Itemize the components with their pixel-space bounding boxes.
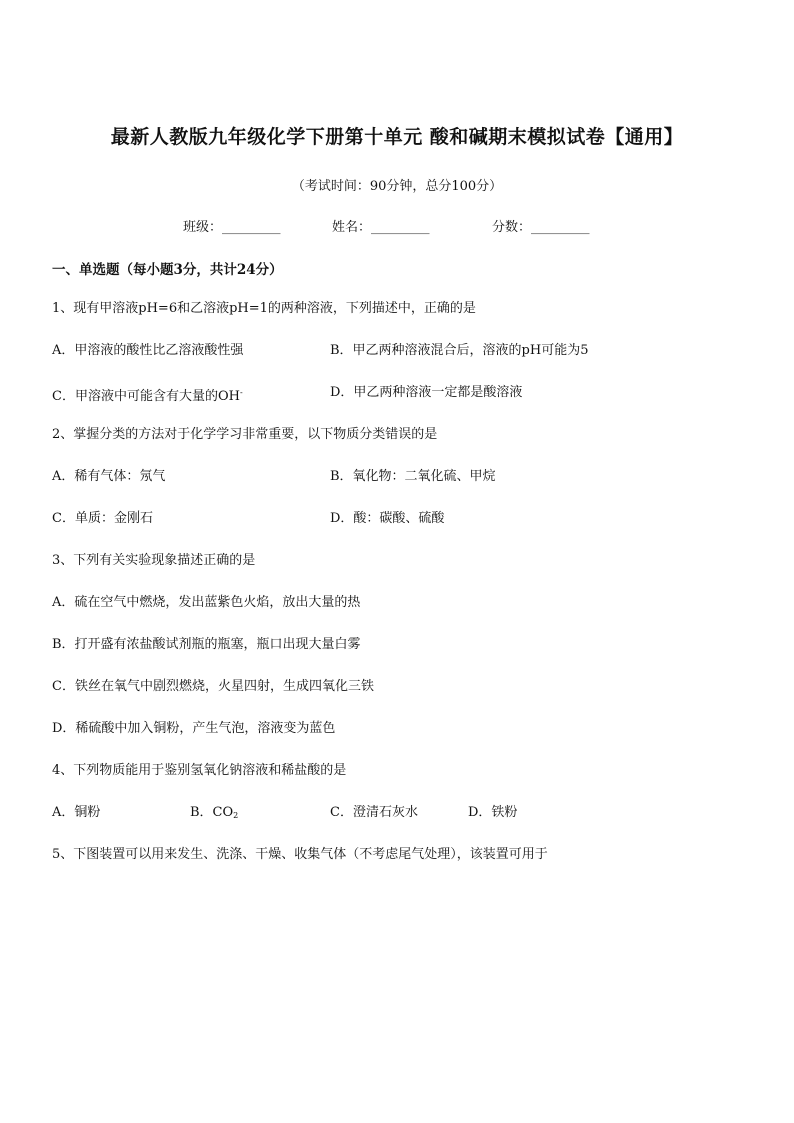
hydroxide-charge-superscript: - [239, 388, 243, 397]
exam-info: （考试时间：90分钟，总分100分） [291, 179, 503, 194]
question-3-option-a: A．硫在空气中燃烧，发出蓝紫色火焰，放出大量的热 [52, 595, 361, 610]
question-4-option-d: D．铁粉 [468, 805, 518, 820]
question-1-option-c [52, 383, 243, 407]
question-2-option-c: C．单质：金刚石 [52, 511, 153, 526]
page-title: 最新人教版九年级化学下册第十单元 酸和碱期末模拟试卷【通用】 [110, 126, 684, 148]
question-3-option-c: C．铁丝在氧气中剧烈燃烧，火星四射，生成四氧化三铁 [52, 679, 374, 694]
question-1-option-c-text: C．甲溶液中可能含有大量的OH [52, 389, 240, 404]
question-3-option-b: B．打开盛有浓盐酸试剂瓶的瓶塞，瓶口出现大量白雾 [52, 637, 361, 652]
question-4-option-b [190, 803, 238, 826]
question-5-stem: 5、下图装置可以用来发生、洗涤、干燥、收集气体（不考虑尾气处理），该装置可用于 [52, 847, 548, 862]
question-2-option-a: A．稀有气体：氖气 [52, 469, 166, 484]
section-header: 一、单选题（每小题3分，共计24分） [52, 262, 283, 278]
question-2-option-d: D．酸：碳酸、硫酸 [330, 511, 445, 526]
question-1-option-d: D．甲乙两种溶液一定都是酸溶液 [330, 385, 523, 400]
question-1-stem: 1、现有甲溶液pH=6和乙溶液pH=1的两种溶液，下列描述中，正确的是 [52, 301, 476, 316]
question-4-option-a: A．铜粉 [52, 805, 101, 820]
class-field: 班级：_________ [183, 220, 281, 235]
question-4-option-b-text: B．CO [190, 805, 234, 820]
co2-subscript: 2 [233, 811, 239, 820]
question-2-stem: 2、掌握分类的方法对于化学学习非常重要，以下物质分类错误的是 [52, 427, 438, 442]
question-4-stem: 4、下列物质能用于鉴别氢氧化钠溶液和稀盐酸的是 [52, 763, 347, 778]
question-1-option-b: B．甲乙两种溶液混合后，溶液的pH可能为5 [330, 343, 589, 358]
score-field: 分数：_________ [492, 220, 590, 235]
question-1-option-a: A．甲溶液的酸性比乙溶液酸性强 [52, 343, 244, 358]
name-field: 姓名：_________ [332, 220, 430, 235]
question-3-option-d: D．稀硫酸中加入铜粉，产生气泡，溶液变为蓝色 [52, 721, 336, 736]
question-3-stem: 3、下列有关实验现象描述正确的是 [52, 553, 256, 568]
question-4-option-c: C．澄清石灰水 [330, 805, 418, 820]
question-2-option-b: B．氧化物：二氧化硫、甲烷 [330, 469, 496, 484]
